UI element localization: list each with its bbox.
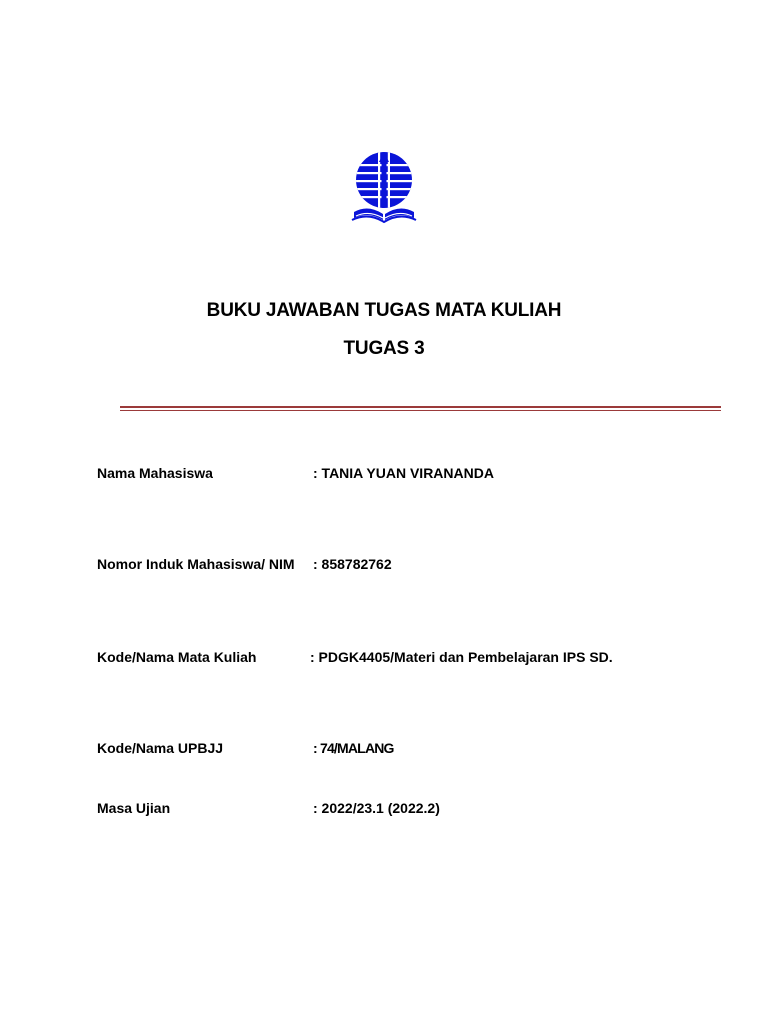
field-value: : TANIA YUAN VIRANANDA [313,465,494,481]
field-value: : PDGK4405/Materi dan Pembelajaran IPS SD. [310,649,613,665]
field-masa-ujian [97,800,440,816]
field-value: : 2022/23.1 (2022.2) [313,800,440,816]
university-logo-icon [348,150,420,224]
document-title: BUKU JAWABAN TUGAS MATA KULIAH [206,300,562,321]
field-label: Kode/Nama UPBJJ [97,740,224,756]
field-upbjj [97,740,394,756]
field-nama-mahasiswa [97,465,494,481]
divider-line-bottom [120,410,721,411]
field-label: Nomor Induk Mahasiswa/ NIM [97,556,295,572]
divider-rule [120,406,721,412]
field-value: : 74/MALANG [313,740,394,756]
field-label: Nama Mahasiswa [97,465,213,481]
divider-line-top [120,406,721,408]
field-label: Kode/Nama Mata Kuliah [97,649,257,665]
field-label: Masa Ujian [97,800,171,816]
document-subtitle: TUGAS 3 [343,338,425,359]
field-mata-kuliah [97,649,613,665]
field-nim [97,556,392,572]
field-value: : 858782762 [313,556,392,572]
